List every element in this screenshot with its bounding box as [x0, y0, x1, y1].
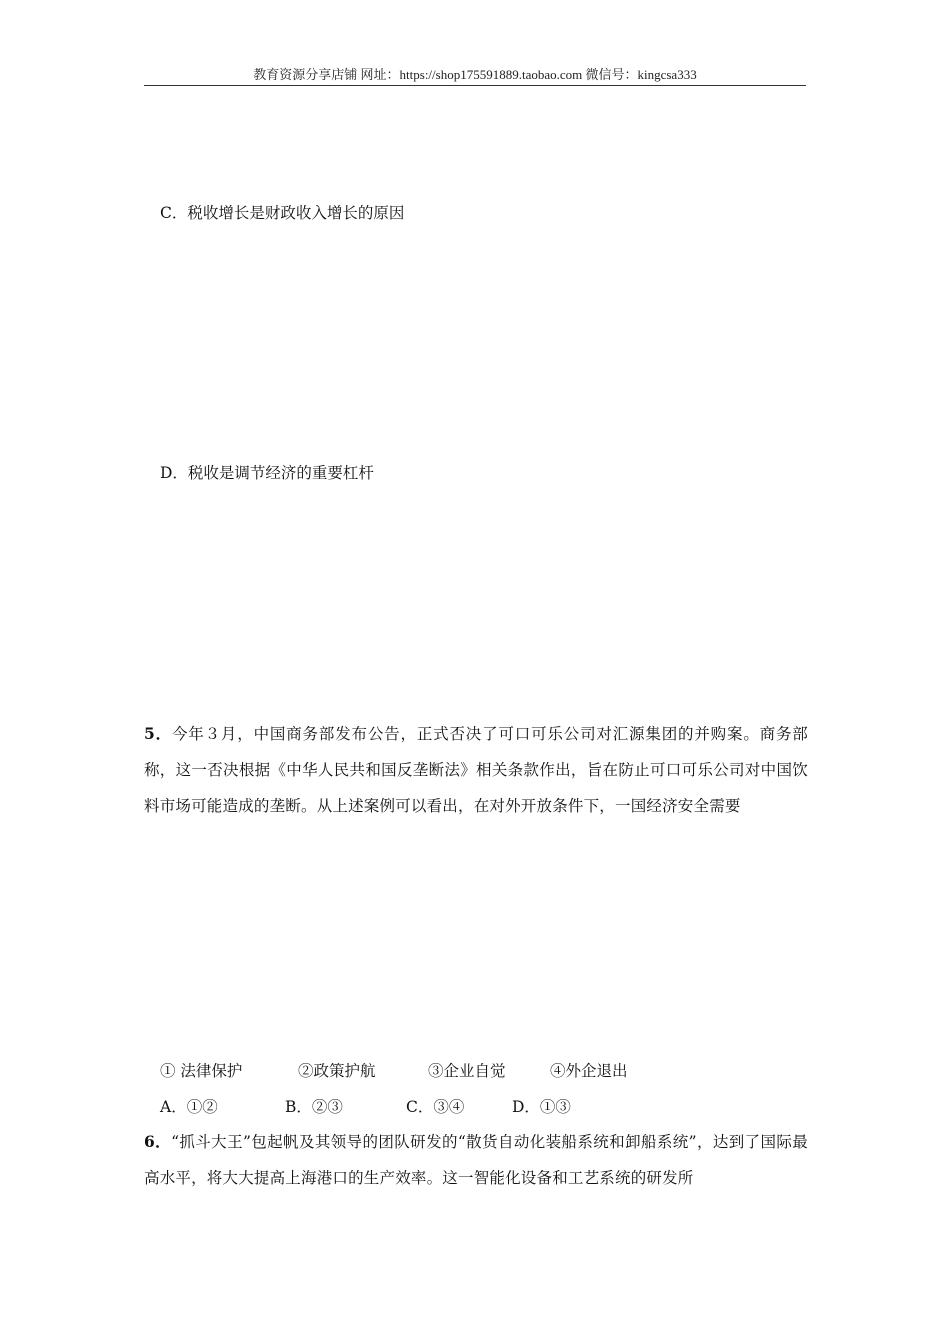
page-header: 教育资源分享店铺 网址：https://shop175591889.taobao.com 微信号：kingcsa333 — [253, 67, 697, 82]
q5-choice-d: D．①③ — [512, 1098, 571, 1116]
q5-item-4: ④外企退出 — [550, 1062, 628, 1080]
question-6 — [144, 1124, 808, 1196]
q5-item-1: ① 法律保护 — [160, 1062, 243, 1080]
q5-choice-b: B．②③ — [285, 1098, 343, 1116]
question-5-stem: 今年３月，中国商务部发布公告，正式否决了可口可乐公司对汇源集团的并购案。商务部称，这一否决根据《中华人民共和国反垄断法》相关条款作出，旨在防止可口可乐公司对中国饮料市场可能造成的垄断。从上述案例可以看出，在对外开放条件下，一国经济安全需要 — [144, 725, 808, 815]
q4-option-d: D．税收是调节经济的重要杠杆 — [160, 464, 374, 482]
question-6-number: 6． — [144, 1132, 172, 1151]
q5-item-3: ③企业自觉 — [428, 1062, 506, 1080]
q5-choice-c: C．③④ — [406, 1098, 465, 1116]
q5-choice-a: A．①② — [160, 1098, 218, 1116]
q5-item-2: ②政策护航 — [298, 1062, 376, 1080]
question-5-number: 5． — [144, 724, 172, 743]
q4-option-c: C．税收增长是财政收入增长的原因 — [160, 204, 405, 222]
question-6-stem: “抓斗大王”包起帆及其领导的团队研发的“散货自动化装船系统和卸船系统”，达到了国际最高水平，将大大提高上海港口的生产效率。这一智能化设备和工艺系统的研发所 — [144, 1133, 808, 1187]
question-5 — [144, 716, 808, 824]
header-divider — [144, 85, 806, 86]
